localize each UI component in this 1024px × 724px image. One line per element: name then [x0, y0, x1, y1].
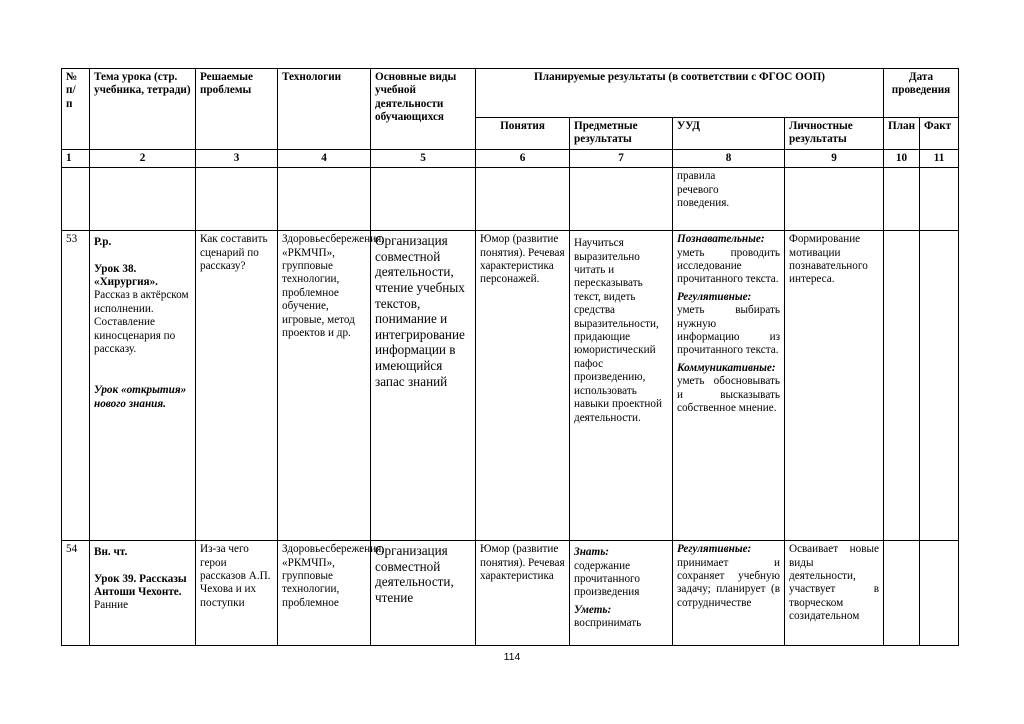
lesson-activities: Организация совместной деятельности, чтение: [371, 541, 476, 646]
header-fact: Факт: [920, 118, 959, 150]
table-row: [62, 231, 959, 541]
header-subject-results: Предметные результаты: [570, 118, 673, 150]
column-number: 1: [62, 149, 90, 167]
column-number: 9: [785, 149, 884, 167]
header-technologies: Технологии: [278, 69, 371, 150]
lesson-topic: Р.р. Урок 38. «Хирургия». Рассказ в актёрском исполнении. Составление киносценария по рассказу. Урок «открытия» нового знания.: [90, 231, 196, 541]
header-activities: Основные виды учебной деятельности обучающихся: [371, 69, 476, 150]
header-uud: УУД: [673, 118, 785, 150]
header-problems: Решаемые проблемы: [196, 69, 278, 150]
header-date: Дата проведения: [884, 69, 959, 118]
row-number: 54: [62, 541, 90, 646]
column-number: 11: [920, 149, 959, 167]
column-number: 10: [884, 149, 920, 167]
lesson-uud: Регулятивные: принимает и сохраняет учебную задачу; планирует (в сотрудничестве: [673, 541, 785, 646]
column-number: 4: [278, 149, 371, 167]
column-number: 7: [570, 149, 673, 167]
header-personal-results: Личностные результаты: [785, 118, 884, 150]
lesson-fact-date: [920, 231, 959, 541]
uud-regulatory: Регулятивные: уметь выбирать нужную информацию из прочитанного текста.: [677, 290, 780, 357]
page-number: 114: [503, 651, 521, 663]
lesson-plan-date: [884, 541, 920, 646]
lesson-topic: Вн. чт. Урок 39. Рассказы Антоши Чехонте. Ранние: [90, 541, 196, 646]
header-concepts: Понятия: [476, 118, 570, 150]
lesson-problems: Из-за чего герои рассказов А.П. Чехова и их поступки: [196, 541, 278, 646]
lesson-uud: [673, 231, 785, 541]
header-num: № п/ п: [62, 69, 90, 150]
table-row: [62, 541, 959, 646]
carryover-uud: правила речевого поведения.: [673, 168, 785, 231]
table-header-row: [62, 69, 959, 118]
lesson-plan-date: [884, 231, 920, 541]
lesson-plan-table: [61, 68, 959, 646]
column-number: 8: [673, 149, 785, 167]
column-number-row: [62, 149, 959, 167]
header-planned-results: Планируемые результаты (в соответствии с ФГОС ООП): [476, 69, 884, 118]
lesson-concepts: Юмор (развитие понятия). Речевая характеристика персонажей.: [476, 231, 570, 541]
column-number: 2: [90, 149, 196, 167]
lesson-fact-date: [920, 541, 959, 646]
header-topic: Тема урока (стр. учебника, тетради): [90, 69, 196, 150]
column-number: 5: [371, 149, 476, 167]
lesson-concepts: Юмор (развитие понятия). Речевая характеристика: [476, 541, 570, 646]
column-number: 6: [476, 149, 570, 167]
table-row-carryover: [62, 168, 959, 231]
lesson-problems: Как составить сценарий по рассказу?: [196, 231, 278, 541]
uud-communicative: Коммуникативные: уметь обосновывать и высказывать собственное мнение.: [677, 361, 780, 415]
uud-cognitive: Познавательные: уметь проводить исследование прочитанного текста.: [677, 233, 780, 286]
lesson-personal-results: Формирование мотивации познавательного интереса.: [785, 231, 884, 541]
row-number: 53: [62, 231, 90, 541]
lesson-activities: Организация совместной деятельности, чтение учебных текстов, понимание и интегрирование информации в имеющийся запас знаний: [371, 231, 476, 541]
lesson-subject-results: Научиться выразительно читать и пересказывать текст, видеть средства выразительности, придающие юмористический пафос произведению, использовать навыки проектной деятельности.: [570, 231, 673, 541]
header-plan: План: [884, 118, 920, 150]
lesson-personal-results: Осваивает новые виды деятельности, участвует в творческом созидательном: [785, 541, 884, 646]
lesson-technologies: Здоровьесбережения, «РКМЧП», групповые технологии, проблемное обучение, игровые, метод проектов и др.: [278, 231, 371, 541]
lesson-technologies: Здоровьесбережения, «РКМЧП», групповые технологии, проблемное: [278, 541, 371, 646]
lesson-subject-results: Знать: содержание прочитанного произведения Уметь: воспринимать: [570, 541, 673, 646]
column-number: 3: [196, 149, 278, 167]
